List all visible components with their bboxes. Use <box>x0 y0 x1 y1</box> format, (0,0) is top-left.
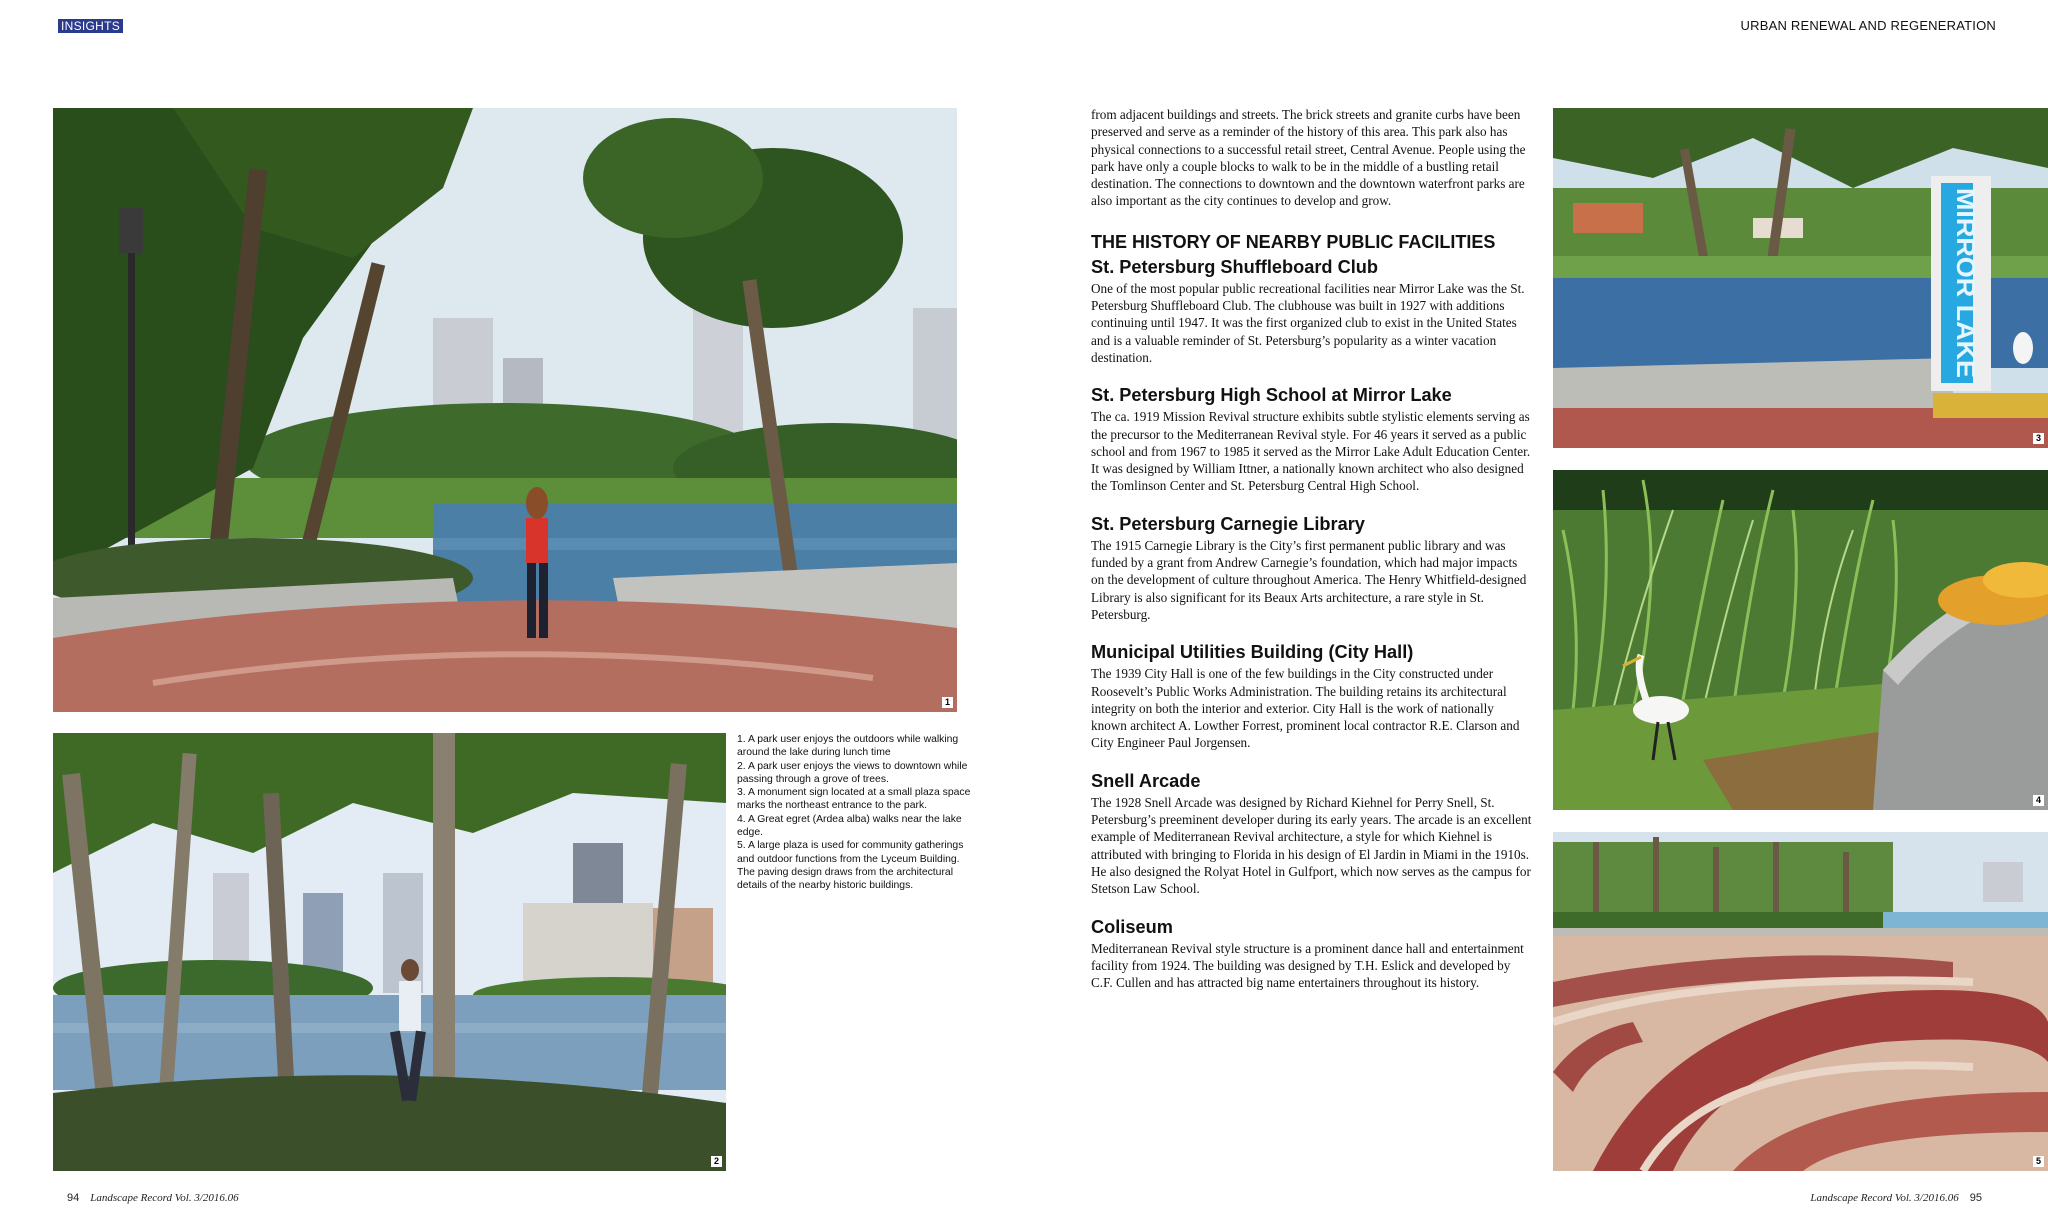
section-heading: St. Petersburg Shuffleboard Club <box>1091 256 1378 277</box>
page-number-left: 94 <box>67 1192 80 1204</box>
photo-number: 2 <box>711 1156 722 1167</box>
caption-2: 2. A park user enjoys the views to downtown while passing through a grove of trees. <box>737 760 968 785</box>
article-intro: from adjacent buildings and streets. The brick streets and granite curbs have been preserved and serve as a reminder of the history of this area. This park also has physical connections to a successful retail street, Central Avenue. People using the park have only a couple blocks to walk to be in the middle of a bustling retail destination. The connections to downtown and the downtown waterfront parks are also important as the city continues to develop and grow. <box>1091 107 1526 209</box>
page-number-right: 95 <box>1969 1192 1982 1204</box>
photo-number: 1 <box>942 697 953 708</box>
photo-number: 3 <box>2033 433 2044 444</box>
caption-1: 1. A park user enjoys the outdoors while walking around the lake during lunch time <box>737 734 959 759</box>
photo-number: 5 <box>2033 1156 2044 1167</box>
section-heading: Municipal Utilities Building (City Hall) <box>1091 642 1414 663</box>
footer-left <box>67 1192 239 1204</box>
section-heading: St. Petersburg Carnegie Library <box>1091 513 1365 534</box>
sign-text: MIRROR LAKE <box>1951 188 1981 372</box>
caption-3: 3. A monument sign located at a small plaza space marks the northeast entrance to the park. <box>737 787 971 812</box>
insights-tag: INSIGHTS <box>58 19 123 33</box>
section-heading: Coliseum <box>1091 916 1173 937</box>
caption-4: 4. A Great egret (Ardea alba) walks near the lake edge. <box>737 813 962 839</box>
photo-1-lake-walker <box>53 108 957 712</box>
section-body: The 1928 Snell Arcade was designed by Richard Kiehnel for Perry Snell, St. Petersburg’s preeminent developer during its early years. The arcade is an excellent example of Mediterranean Revival architecture, a style for which Kiehnel is attributed with bringing to Florida in his design of El Jardin in Miami in the 1910s. He also designed the Rolyat Hotel in Gulfport, which now serves as the campus for Stetson Law School. <box>1091 794 1532 897</box>
photo-number: 4 <box>2033 795 2044 806</box>
section-title: URBAN RENEWAL AND REGENERATION <box>1740 18 1996 33</box>
magazine-name-right: Landscape Record Vol. 3/2016.06 <box>1810 1192 1959 1204</box>
photo-4-egret <box>1553 470 2048 810</box>
magazine-name-left: Landscape Record Vol. 3/2016.06 <box>90 1192 239 1204</box>
photo-2-downtown-view <box>53 733 726 1171</box>
section-body: Mediterranean Revival style structure is a prominent dance hall and entertainment facility from 1924. The building was designed by T.H. Eslick and developed by C.F. Cullen and has attracted big name entertainers throughout its history. <box>1091 940 1524 991</box>
photo-5-paved-plaza <box>1553 832 2048 1171</box>
photo-3-monument-sign <box>1553 108 2048 448</box>
section-body: One of the most popular public recreational facilities near Mirror Lake was the St. Petersburg Shuffleboard Club. The clubhouse was built in 1927 with additions continuing until 1947. It was the first organized club to exist in the United States and is a valuable reminder of St. Petersburg’s popularity as a winter vacation destination. <box>1091 280 1525 365</box>
section-body: The 1915 Carnegie Library is the City’s first permanent public library and was funded by a grant from Andrew Carnegie’s foundation, which had major impacts on the development of culture throughout America. The Henry Whitfield-designed Library is also significant for its Beaux Arts architecture, a rare style in St. Petersburg. <box>1091 537 1527 622</box>
caption-5: 5. A large plaza is used for community gatherings and outdoor functions from the Lyceum Building. The paving design draws from the architectural details of the nearby historic buildings. <box>737 840 964 892</box>
section-heading: Snell Arcade <box>1091 770 1201 791</box>
section-heading: St. Petersburg High School at Mirror Lake <box>1091 385 1452 406</box>
main-heading: THE HISTORY OF NEARBY PUBLIC FACILITIES <box>1091 231 1496 252</box>
footer-right <box>1810 1192 1982 1204</box>
section-body: The 1939 City Hall is one of the few buildings in the City constructed under Roosevelt’s Public Works Administration. The building retains its architectural integrity on both the interior and exterior. City Hall is the work of nationally known architect A. Lowther Forrest, prominent local contractor R.E. Clarson and City Engineer Paul Jorgensen. <box>1091 666 1520 751</box>
section-body: The ca. 1919 Mission Revival structure exhibits subtle stylistic elements serving as the precursor to the Mediterranean Revival style. For 46 years it served as a public school and from 1967 to 1985 it served as the Mirror Lake Adult Education Center. It was designed by William Ittner, a nationally known architect who also designed the Tomlinson Center and St. Petersburg Central High School. <box>1091 409 1531 494</box>
article-body <box>1091 106 1533 991</box>
photo-captions <box>737 733 977 893</box>
